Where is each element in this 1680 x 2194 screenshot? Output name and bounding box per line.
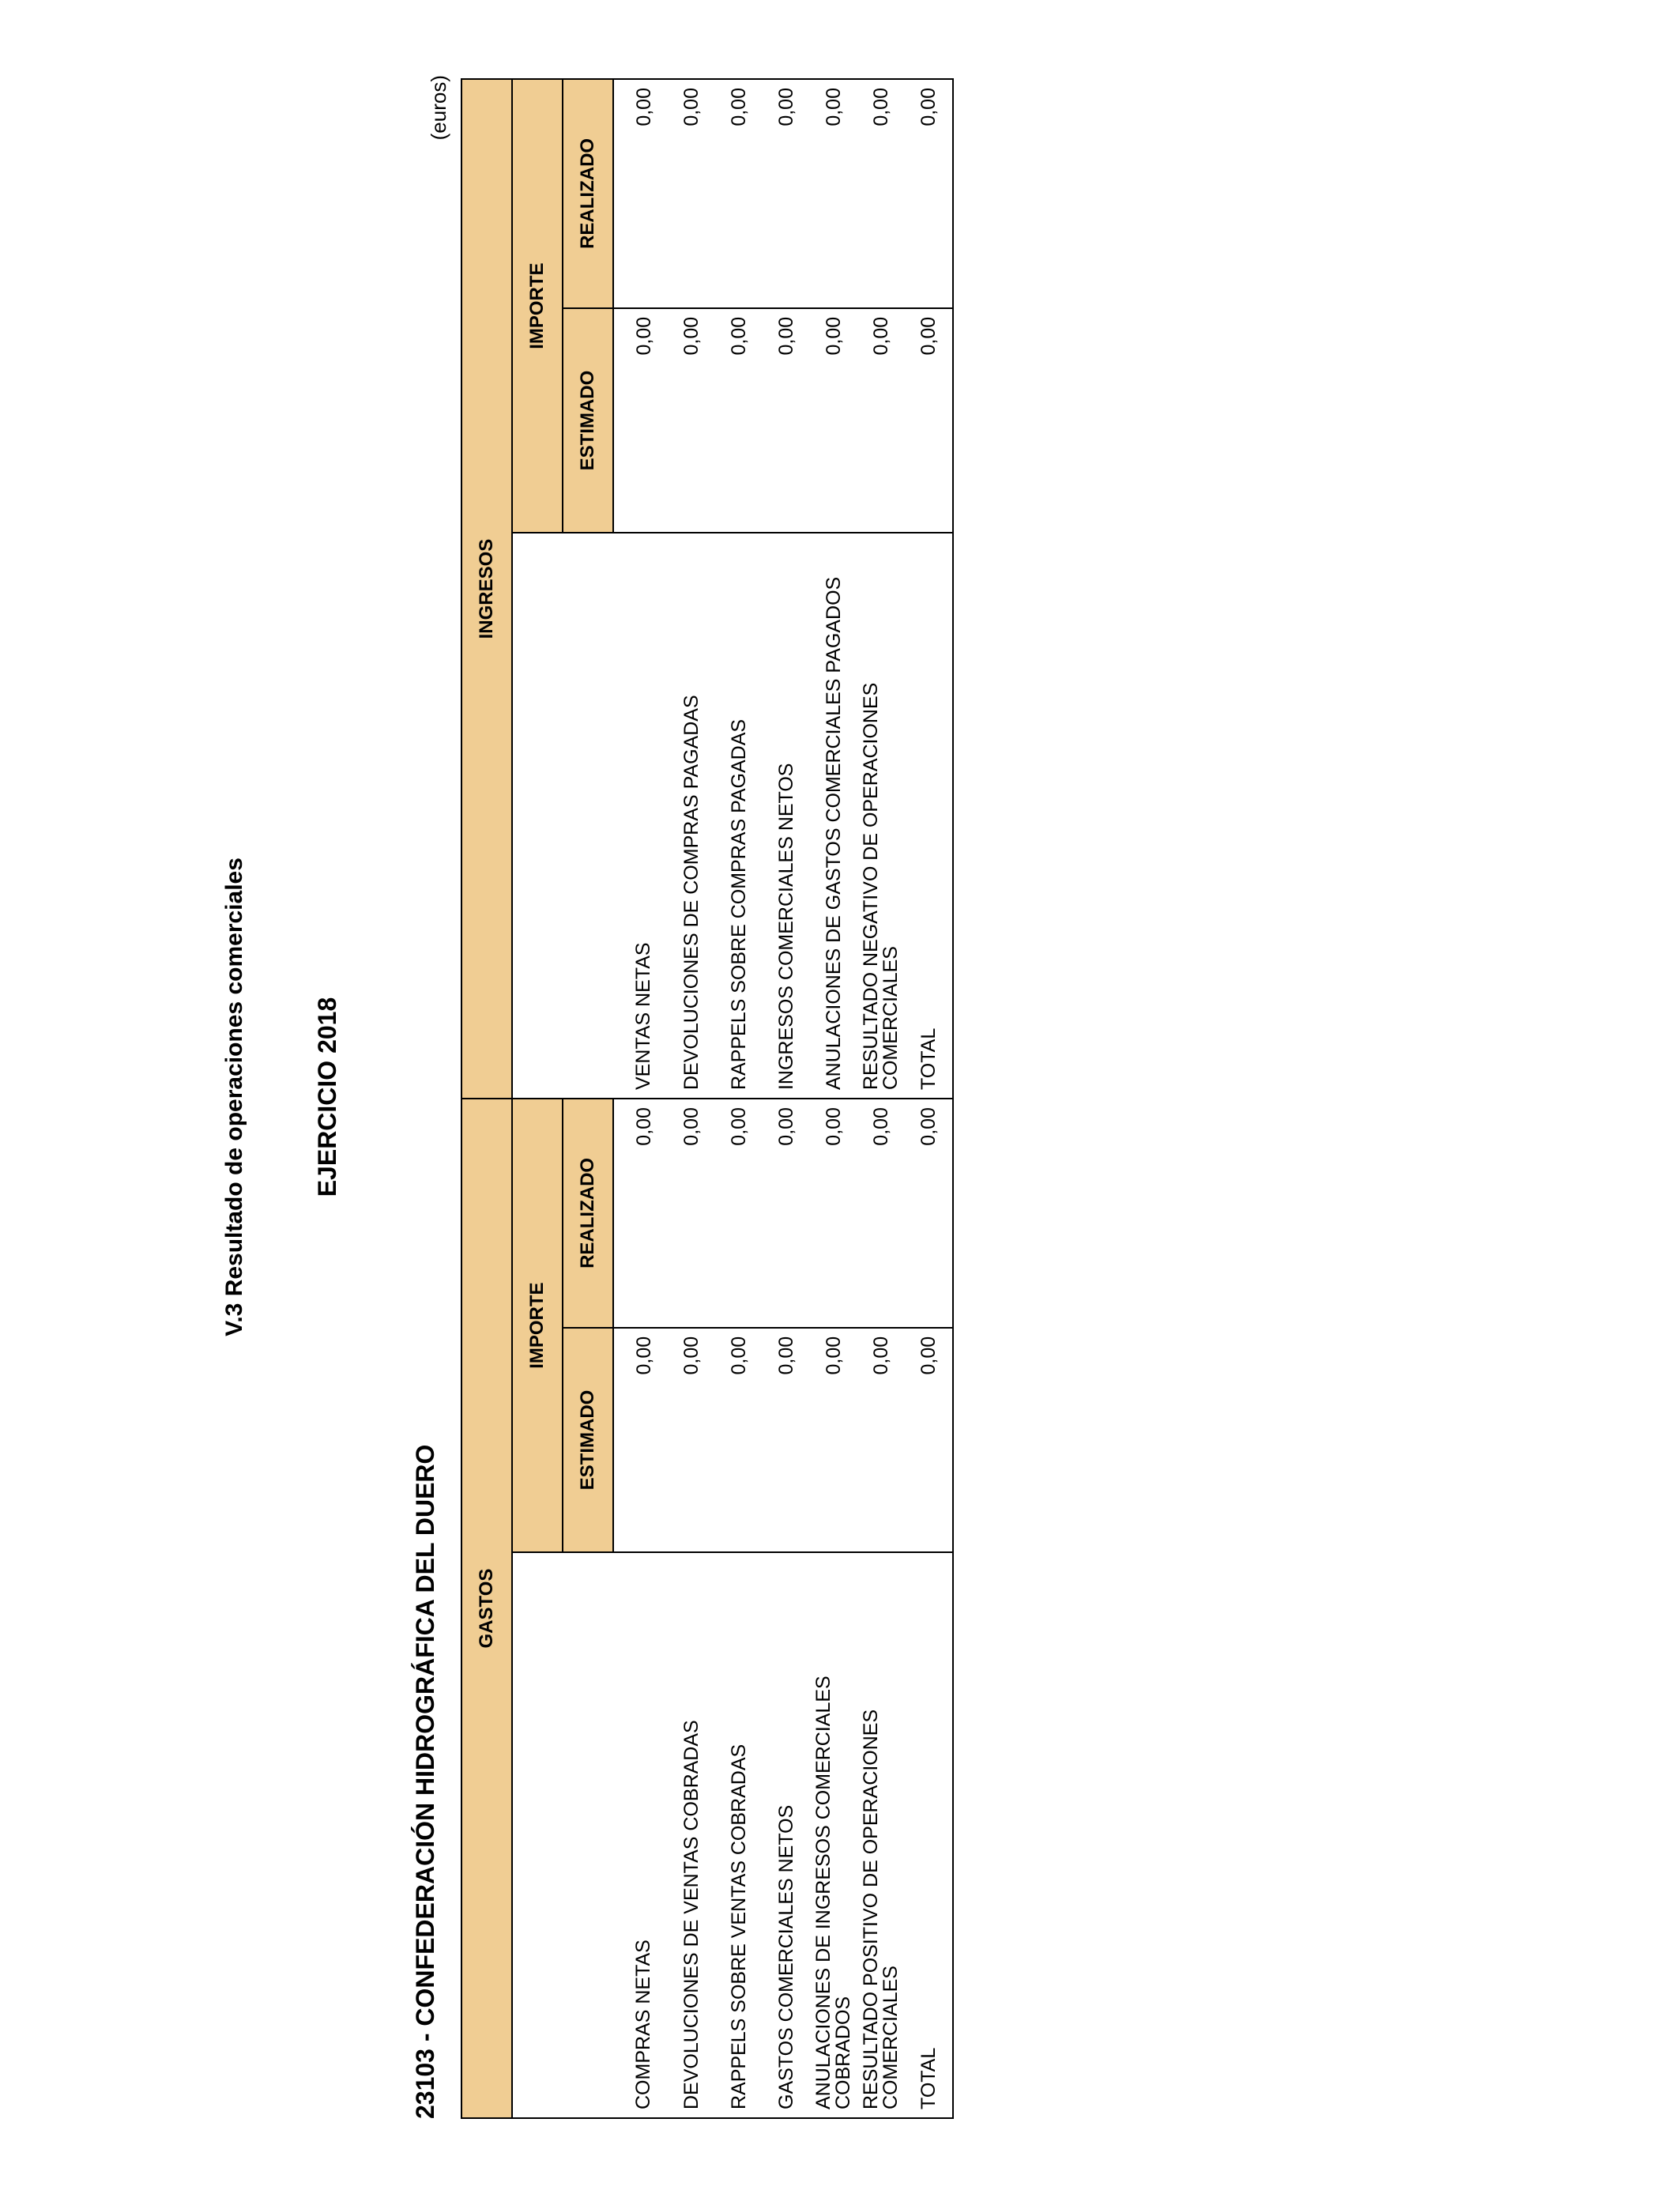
ingresos-importe-header: IMPORTE [512, 79, 563, 533]
ingresos-estimado: 0,00 [810, 308, 857, 533]
gastos-realizado: 0,00 [668, 1099, 715, 1328]
gastos-concept: RAPPELS SOBRE VENTAS COBRADAS [715, 1552, 763, 2118]
table-row [613, 79, 668, 2118]
ingresos-concept: INGRESOS COMERCIALES NETOS [763, 533, 810, 1099]
gastos-concept: COMPRAS NETAS [613, 1552, 668, 2118]
gastos-estimado: 0,00 [613, 1328, 668, 1552]
gastos-realizado: 0,00 [613, 1099, 668, 1328]
gastos-estimado: 0,00 [763, 1328, 810, 1552]
table-row-total [905, 79, 953, 2118]
table-row [810, 79, 857, 2118]
organization-name: 23103 - CONFEDERACIÓN HIDROGRÁFICA DEL DUERO [411, 1444, 439, 2119]
ingresos-concept-header [512, 533, 613, 1099]
ingresos-realizado: 0,00 [810, 79, 857, 308]
gastos-importe-header: IMPORTE [512, 1099, 563, 1552]
gastos-total-label: TOTAL [905, 1552, 953, 2118]
gastos-concept: ANULACIONES DE INGRESOS COMERCIALES COBRADOS [810, 1552, 857, 2118]
gastos-concept: DEVOLUCIONES DE VENTAS COBRADAS [668, 1552, 715, 2118]
ingresos-estimado: 0,00 [763, 308, 810, 533]
table-row [715, 79, 763, 2118]
ingresos-total-realizado: 0,00 [905, 79, 953, 308]
gastos-realizado: 0,00 [763, 1099, 810, 1328]
ingresos-concept: DEVOLUCIONES DE COMPRAS PAGADAS [668, 533, 715, 1099]
ingresos-realizado: 0,00 [668, 79, 715, 308]
ingresos-estimado: 0,00 [613, 308, 668, 533]
ingresos-header: INGRESOS [461, 79, 512, 1099]
gastos-estimado: 0,00 [857, 1328, 905, 1552]
ingresos-realizado: 0,00 [763, 79, 810, 308]
ingresos-realizado: 0,00 [613, 79, 668, 308]
gastos-estimado: 0,00 [668, 1328, 715, 1552]
gastos-header: GASTOS [461, 1099, 512, 2118]
ingresos-estimado: 0,00 [857, 308, 905, 533]
table-row [763, 79, 810, 2118]
ingresos-estimado: 0,00 [668, 308, 715, 533]
table-row [668, 79, 715, 2118]
gastos-concept-header [512, 1552, 613, 2118]
currency-unit: (euros) [427, 75, 450, 141]
ingresos-concept: ANULACIONES DE GASTOS COMERCIALES PAGADOS [810, 533, 857, 1099]
gastos-realizado: 0,00 [810, 1099, 857, 1328]
gastos-realizado: 0,00 [857, 1099, 905, 1328]
fiscal-year: EJERCICIO 2018 [313, 997, 341, 1197]
gastos-realizado-header: REALIZADO [563, 1099, 613, 1328]
ingresos-realizado: 0,00 [715, 79, 763, 308]
gastos-estimado-header: ESTIMADO [563, 1328, 613, 1552]
ingresos-total-label: TOTAL [905, 533, 953, 1099]
ingresos-total-estimado: 0,00 [905, 308, 953, 533]
gastos-total-estimado: 0,00 [905, 1328, 953, 1552]
gastos-concept: GASTOS COMERCIALES NETOS [763, 1552, 810, 2118]
table-row [857, 79, 905, 2118]
ingresos-concept: RAPPELS SOBRE COMPRAS PAGADAS [715, 533, 763, 1099]
gastos-realizado: 0,00 [715, 1099, 763, 1328]
gastos-estimado: 0,00 [810, 1328, 857, 1552]
gastos-concept: RESULTADO POSITIVO DE OPERACIONES COMERCIALES [857, 1552, 905, 2118]
document-title: V.3 Resultado de operaciones comerciales [221, 858, 247, 1336]
ingresos-realizado-header: REALIZADO [563, 79, 613, 308]
ingresos-estimado-header: ESTIMADO [563, 308, 613, 533]
ingresos-concept: VENTAS NETAS [613, 533, 668, 1099]
operations-table [461, 78, 954, 2119]
gastos-estimado: 0,00 [715, 1328, 763, 1552]
ingresos-realizado: 0,00 [857, 79, 905, 308]
ingresos-concept: RESULTADO NEGATIVO DE OPERACIONES COMERCIALES [857, 533, 905, 1099]
gastos-total-realizado: 0,00 [905, 1099, 953, 1328]
ingresos-estimado: 0,00 [715, 308, 763, 533]
